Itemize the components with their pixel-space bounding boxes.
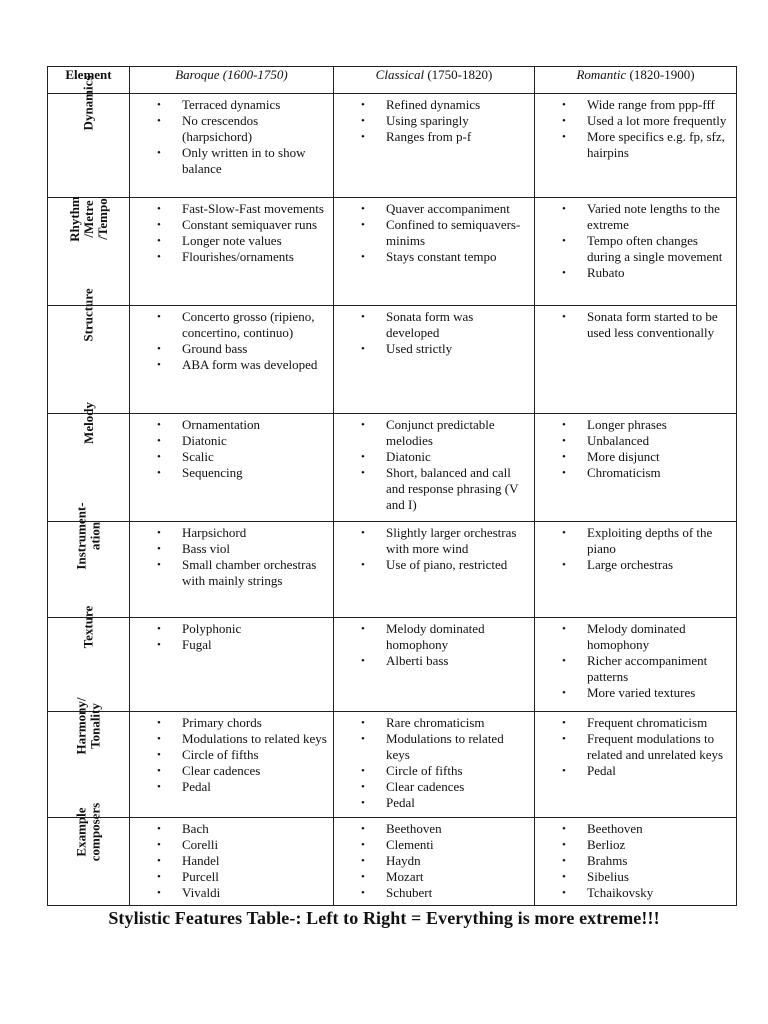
feature-cell	[334, 198, 535, 306]
bullet-list	[130, 306, 333, 376]
list-item: • Circle of fifths	[154, 747, 327, 763]
list-item: • More varied textures	[559, 685, 730, 701]
row-label	[75, 803, 103, 862]
list-item: • Constant semiquaver runs	[154, 217, 327, 233]
era-name: Romantic	[576, 67, 627, 82]
table-row	[48, 414, 737, 522]
list-item: • Beethoven	[358, 821, 528, 837]
row-label-line: Texture	[80, 605, 96, 649]
table-row	[48, 306, 737, 414]
list-item: • Tempo often changes during a single movement	[559, 233, 730, 265]
list-item: • More specifics e.g. fp, sfz, hairpins	[559, 129, 730, 161]
row-label-cell	[48, 502, 130, 618]
row-label-line: Example	[73, 807, 89, 857]
bullet-list	[130, 198, 333, 268]
feature-cell	[334, 712, 535, 818]
feature-cell	[334, 818, 535, 906]
bullet-list	[535, 618, 736, 704]
header-baroque	[130, 67, 334, 94]
bullet-list	[334, 306, 534, 360]
list-item: • Berlioz	[559, 837, 730, 853]
feature-cell	[130, 618, 334, 712]
list-item: • Sequencing	[154, 465, 327, 481]
row-label	[74, 502, 102, 569]
list-item: • Rubato	[559, 265, 730, 281]
list-item: • Clementi	[358, 837, 528, 853]
list-item: • Modulations to related keys	[358, 731, 528, 763]
list-item: • Pedal	[154, 779, 327, 795]
list-item: • No crescendos (harpsichord)	[154, 113, 327, 145]
era-years: (1750-1820)	[427, 67, 493, 82]
list-item: • Stays constant tempo	[358, 249, 528, 265]
bullet-list	[535, 306, 736, 344]
list-item: • Sonata form started to be used less conventionally	[559, 309, 730, 341]
list-item: • Richer accompaniment patterns	[559, 653, 730, 685]
row-label-line: Dynamics	[80, 75, 96, 131]
list-item: • Schubert	[358, 885, 528, 901]
bullet-list	[535, 198, 736, 284]
list-item: • Haydn	[358, 853, 528, 869]
list-item: • Alberti bass	[358, 653, 528, 669]
bullet-list	[535, 94, 736, 164]
list-item: • Melody dominated homophony	[358, 621, 528, 653]
row-label	[81, 76, 95, 131]
list-item: • Sibelius	[559, 869, 730, 885]
header-element: Element	[48, 67, 130, 94]
feature-cell	[535, 306, 737, 414]
table-row	[48, 198, 737, 306]
list-item: • Polyphonic	[154, 621, 327, 637]
bullet-list	[334, 522, 534, 576]
feature-cell	[535, 94, 737, 198]
list-item: • Using sparingly	[358, 113, 528, 129]
bullet-list	[130, 712, 333, 798]
bullet-list	[334, 818, 534, 904]
header-romantic	[535, 67, 737, 94]
list-item: • Use of piano, restricted	[358, 557, 528, 573]
list-item: • Large orchestras	[559, 557, 730, 573]
list-item: • Longer note values	[154, 233, 327, 249]
feature-cell	[130, 306, 334, 414]
list-item: • Terraced dynamics	[154, 97, 327, 113]
bullet-list	[334, 414, 534, 516]
table-row	[48, 818, 737, 906]
era-years: (1820-1900)	[629, 67, 695, 82]
table-caption: Stylistic Features Table-: Left to Right = Everything is more extreme!!!	[108, 908, 660, 928]
list-item: • Exploiting depths of the piano	[559, 525, 730, 557]
row-label	[81, 288, 95, 341]
bullet-list	[334, 618, 534, 672]
list-item: • Confined to semiquavers-minims	[358, 217, 528, 249]
row-label-line: Instrument-	[73, 502, 89, 570]
bullet-list	[130, 818, 333, 904]
list-item: • Rare chromaticism	[358, 715, 528, 731]
bullet-list	[130, 618, 333, 656]
bullet-list	[535, 414, 736, 484]
list-item: • Only written in to show balance	[154, 145, 327, 177]
feature-cell	[334, 306, 535, 414]
row-label-line: Tonality	[87, 703, 103, 749]
bullet-list	[130, 94, 333, 180]
feature-cell	[535, 618, 737, 712]
row-label-cell	[48, 802, 130, 906]
stylistic-features-table	[47, 66, 737, 906]
list-item: • Primary chords	[154, 715, 327, 731]
bullet-list	[334, 198, 534, 268]
feature-cell	[535, 818, 737, 906]
list-item: • Slightly larger orchestras with more wind	[358, 525, 528, 557]
list-item: • Varied note lengths to the extreme	[559, 201, 730, 233]
list-item: • Flourishes/ornaments	[154, 249, 327, 265]
list-item: • Frequent modulations to related and unrelated keys	[559, 731, 730, 763]
feature-cell	[334, 94, 535, 198]
row-label	[82, 606, 96, 649]
list-item: • Diatonic	[154, 433, 327, 449]
list-item: • Chromaticism	[559, 465, 730, 481]
list-item: • Pedal	[358, 795, 528, 811]
table-row	[48, 618, 737, 712]
list-item: • Modulations to related keys	[154, 731, 327, 747]
list-item: • Quaver accompaniment	[358, 201, 528, 217]
list-item: • Ranges from p-f	[358, 129, 528, 145]
list-item: • Small chamber orchestras with mainly strings	[154, 557, 327, 589]
feature-cell	[130, 712, 334, 818]
feature-cell	[130, 414, 334, 522]
list-item: • Vivaldi	[154, 885, 327, 901]
list-item: • Unbalanced	[559, 433, 730, 449]
row-label	[81, 402, 95, 444]
feature-cell	[535, 414, 737, 522]
row-label-line: Harmony/	[73, 697, 89, 755]
list-item: • More disjunct	[559, 449, 730, 465]
feature-cell	[535, 198, 737, 306]
row-label-cell	[48, 697, 130, 818]
list-item: • Diatonic	[358, 449, 528, 465]
list-item: • Bass viol	[154, 541, 327, 557]
list-item: • Harpsichord	[154, 525, 327, 541]
list-item: • Longer phrases	[559, 417, 730, 433]
row-label-cell	[48, 75, 130, 198]
list-item: • Refined dynamics	[358, 97, 528, 113]
list-item: • Sonata form was developed	[358, 309, 528, 341]
list-item: • Pedal	[559, 763, 730, 779]
list-item: • Concerto grosso (ripieno, concertino, continuo)	[154, 309, 327, 341]
list-item: • Ornamentation	[154, 417, 327, 433]
list-item: • Used a lot more frequently	[559, 113, 730, 129]
bullet-list	[535, 522, 736, 576]
list-item: • Conjunct predictable melodies	[358, 417, 528, 449]
list-item: • Circle of fifths	[358, 763, 528, 779]
feature-cell	[130, 94, 334, 198]
list-item: • Corelli	[154, 837, 327, 853]
list-item: • Clear cadences	[358, 779, 528, 795]
feature-cell	[535, 712, 737, 818]
feature-cell	[130, 818, 334, 906]
list-item: • Ground bass	[154, 341, 327, 357]
bullet-list	[334, 712, 534, 814]
list-item: • Fast-Slow-Fast movements	[154, 201, 327, 217]
row-label-line: composers	[87, 802, 103, 862]
row-label-line: Melody	[80, 402, 96, 444]
list-item: • Used strictly	[358, 341, 528, 357]
list-item: • Clear cadences	[154, 763, 327, 779]
bullet-list	[535, 818, 736, 904]
feature-cell	[130, 522, 334, 618]
list-item: • Tchaikovsky	[559, 885, 730, 901]
list-item: • Wide range from ppp-fff	[559, 97, 730, 113]
row-label	[75, 697, 103, 754]
feature-cell	[130, 198, 334, 306]
bullet-list	[130, 522, 333, 592]
list-item: • Bach	[154, 821, 327, 837]
feature-cell	[535, 522, 737, 618]
list-item: • Fugal	[154, 637, 327, 653]
feature-cell	[334, 618, 535, 712]
row-label-line: /Metre	[80, 200, 96, 238]
row-label	[67, 196, 109, 242]
list-item: • Brahms	[559, 853, 730, 869]
table-row	[48, 712, 737, 818]
list-item: • Frequent chromaticism	[559, 715, 730, 731]
row-label-cell	[48, 288, 130, 414]
row-label-line: Rhythm	[66, 196, 82, 242]
era-years: (1600-1750)	[222, 67, 288, 82]
list-item: • Scalic	[154, 449, 327, 465]
list-item: • Handel	[154, 853, 327, 869]
header-row	[48, 67, 737, 94]
feature-cell	[334, 414, 535, 522]
row-label-line: /Tempo	[94, 198, 110, 240]
header-classical	[334, 67, 535, 94]
bullet-list	[130, 414, 333, 484]
row-label-line: Structure	[80, 288, 96, 342]
row-label-line: ation	[87, 521, 103, 551]
list-item: • Short, balanced and call and response phrasing (V and I)	[358, 465, 528, 513]
bullet-list	[535, 712, 736, 782]
table-row	[48, 522, 737, 618]
feature-cell	[334, 522, 535, 618]
list-item: • Mozart	[358, 869, 528, 885]
table-row	[48, 94, 737, 198]
table-body	[48, 75, 737, 906]
era-name: Baroque	[175, 67, 220, 82]
bullet-list	[334, 94, 534, 148]
list-item: • Purcell	[154, 869, 327, 885]
list-item: • Beethoven	[559, 821, 730, 837]
era-name: Classical	[375, 67, 425, 82]
list-item: • ABA form was developed	[154, 357, 327, 373]
list-item: • Melody dominated homophony	[559, 621, 730, 653]
